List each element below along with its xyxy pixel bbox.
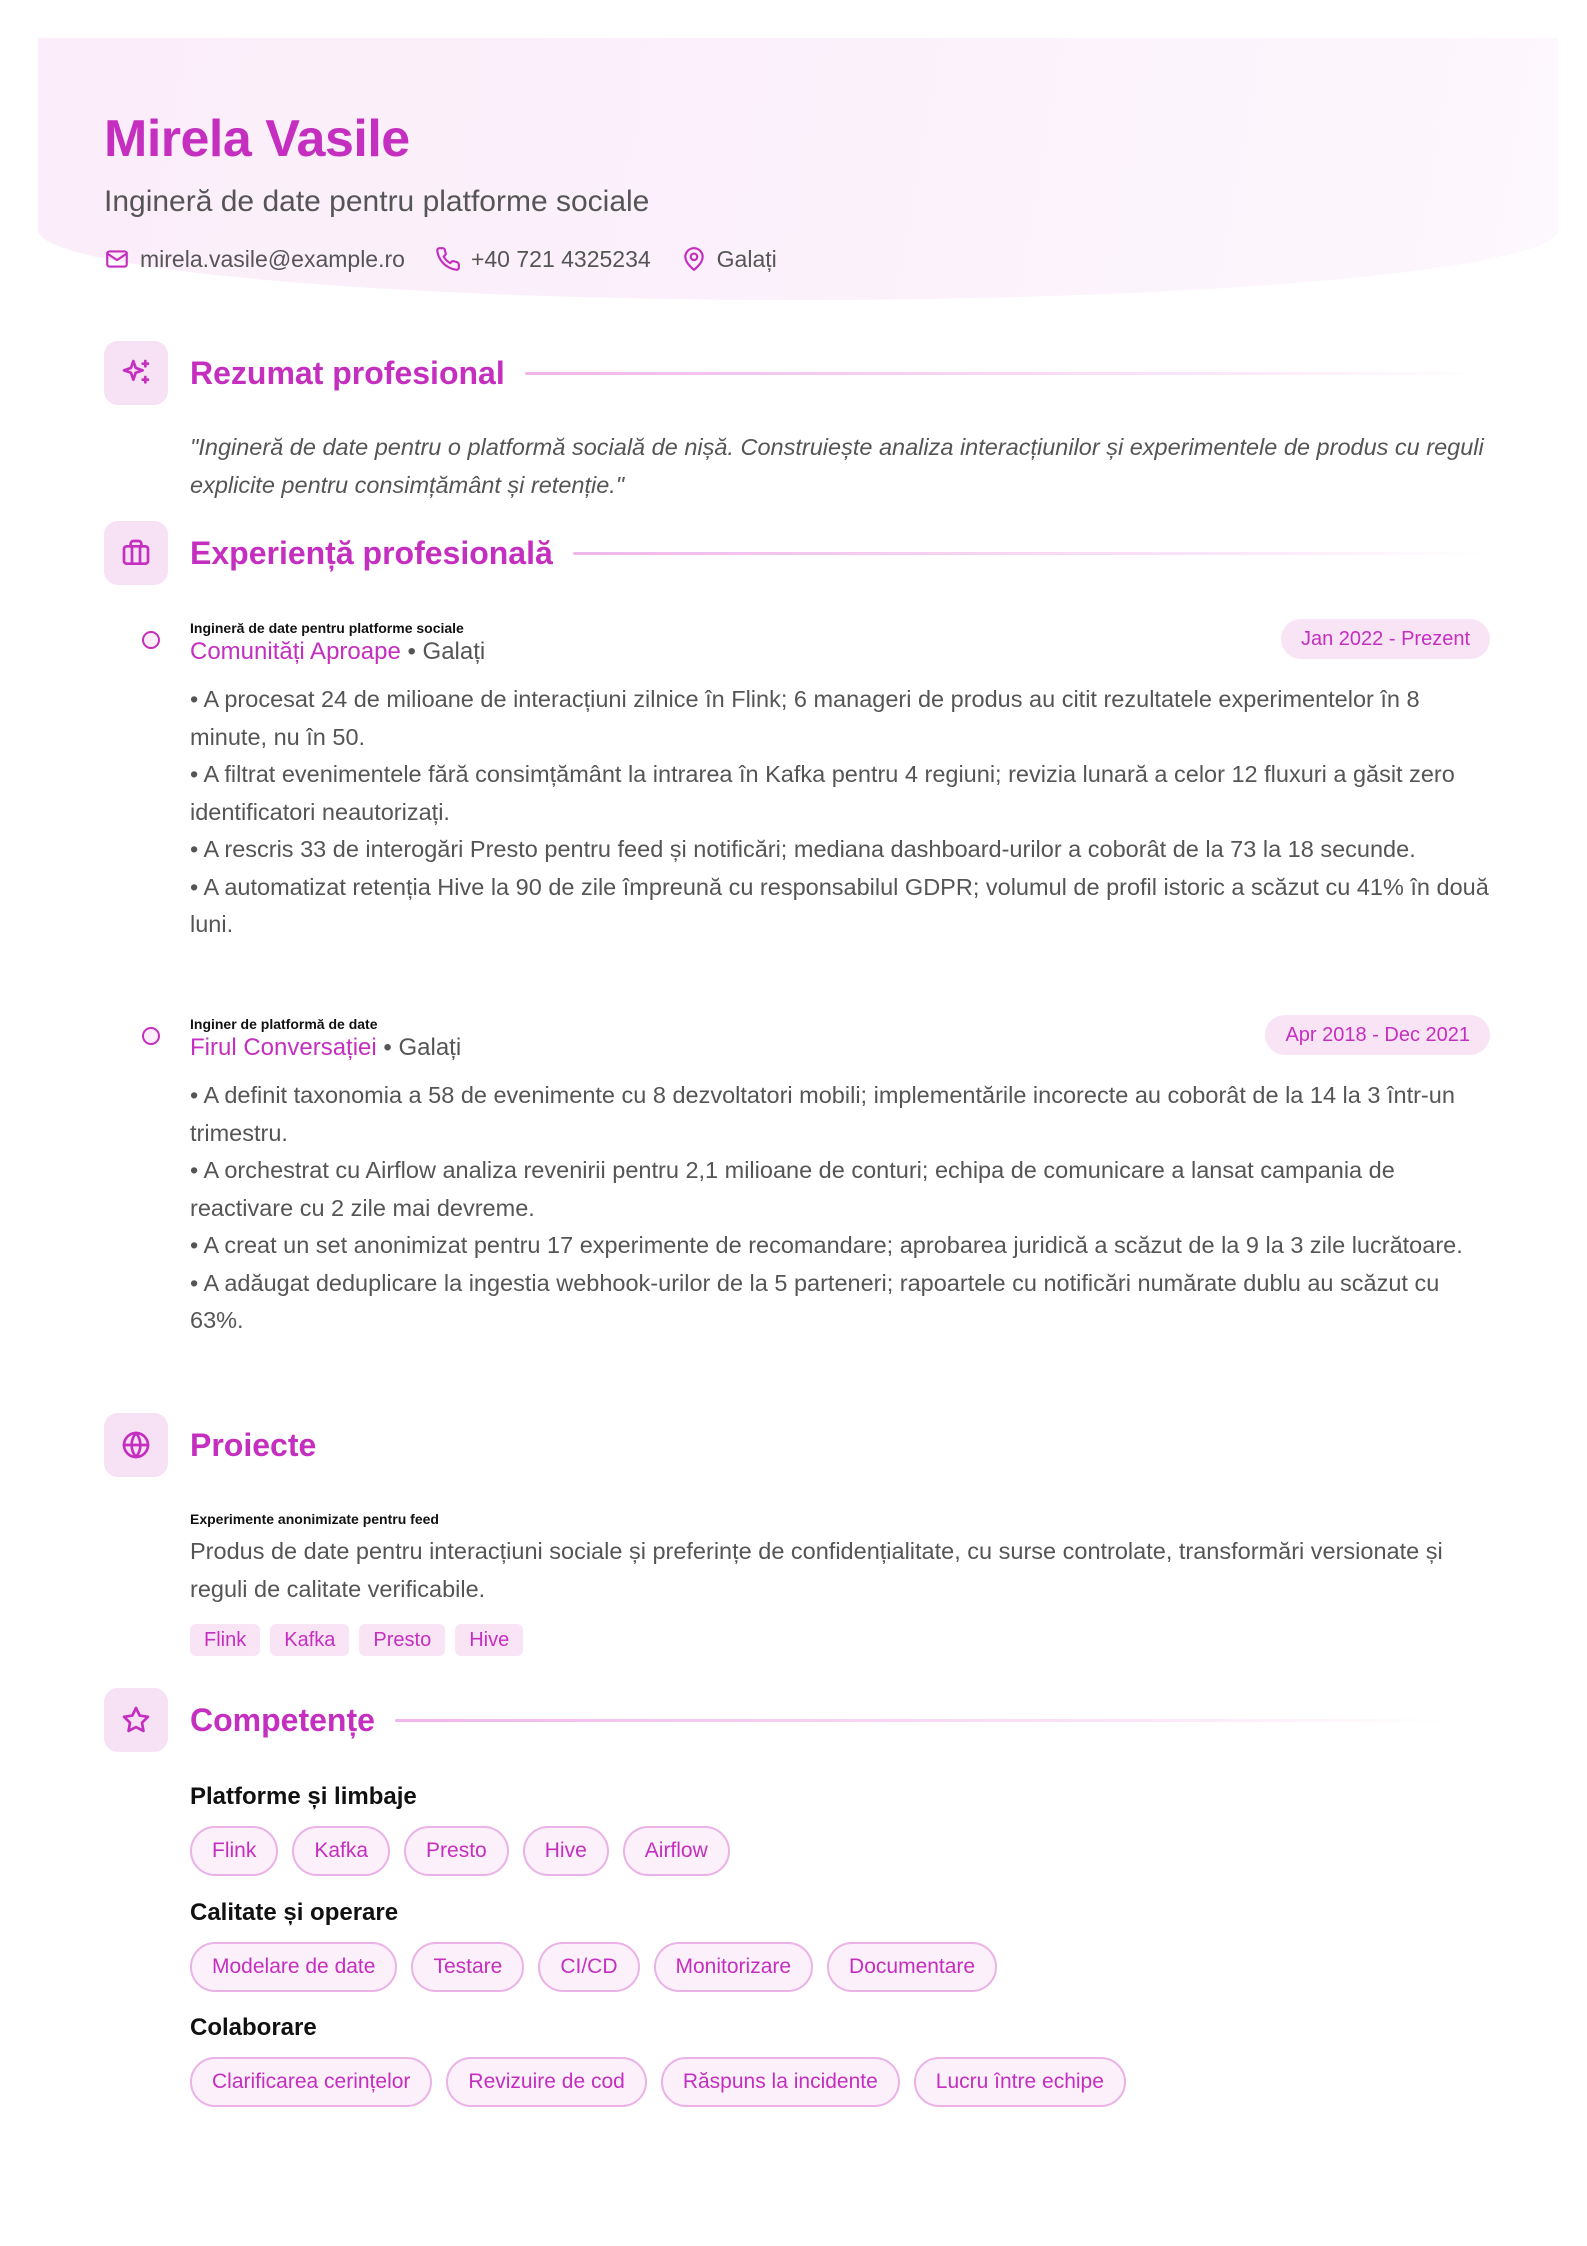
project-title: Experimente anonimizate pentru feed [190, 1511, 439, 1527]
skill-pill: Modelare de date [190, 1942, 397, 1992]
timeline-dot [142, 1027, 160, 1045]
candidate-name: Mirela Vasile [104, 110, 410, 168]
skill-pill: CI/CD [538, 1942, 639, 1992]
section-experience-heading [104, 521, 1484, 585]
contact-phone[interactable] [435, 246, 651, 273]
candidate-title: Ingineră de date pentru platforme sociale [104, 184, 650, 218]
job-dates-badge: Apr 2018 - Dec 2021 [1265, 1015, 1490, 1055]
phone-icon [435, 246, 461, 272]
job-bullet: • A procesat 24 de milioane de interacțiuni zilnice în Flink; 6 manageri de produs au citit rezultatele experimentelor în 8 minute, nu în 50. [190, 686, 1420, 750]
section-skills-heading [104, 1688, 1484, 1752]
tag: Hive [455, 1624, 523, 1656]
resume-header [104, 110, 1504, 273]
skill-group-label: Platforme și limbaje [190, 1783, 417, 1810]
job-bullets [190, 681, 1490, 944]
tag: Flink [190, 1624, 260, 1656]
summary-text: "Ingineră de date pentru o platformă socială de nișă. Construiește analiza interacțiunilor și experimentele de produs cu reguli explicite pentru consimțământ și retenție." [190, 434, 1484, 498]
sparkles-icon [104, 341, 168, 405]
skill-pill: Clarificarea cerințelor [190, 2057, 432, 2107]
skill-pills [190, 1942, 997, 1992]
contact-email[interactable] [104, 246, 405, 273]
skill-pill: Răspuns la incidente [661, 2057, 900, 2107]
section-title: Competențe [190, 1701, 375, 1738]
skill-pill: Airflow [623, 1826, 730, 1876]
skill-pill: Monitorizare [654, 1942, 814, 1992]
section-divider [525, 372, 1484, 375]
company-name: Comunități Aproape [190, 638, 401, 665]
globe-icon [104, 1413, 168, 1477]
skill-group [190, 1898, 997, 1992]
location-text: Galați [716, 245, 777, 272]
email-text: mirela.vasile@example.ro [140, 245, 405, 272]
skill-pill: Lucru între echipe [914, 2057, 1126, 2107]
section-title: Proiecte [190, 1426, 317, 1463]
job-bullet: • A adăugat deduplicare la ingestia webhook-urilor de la 5 parteneri; rapoartele cu notificări numărate dublu au scăzut cu 63%. [190, 1269, 1440, 1333]
skill-pill: Documentare [827, 1942, 997, 1992]
skill-pill: Revizuire de cod [446, 2057, 646, 2107]
job-entry [190, 619, 1490, 944]
skill-pill: Flink [190, 1826, 278, 1876]
job-bullet: • A orchestrat cu Airflow analiza revenirii pentru 2,1 milioane de conturi; echipa de comunicare a lansat campania de reactivare cu 2 zile mai devreme. [190, 1157, 1395, 1221]
job-location: • Galați [376, 1034, 462, 1061]
section-title: Rezumat profesional [190, 354, 505, 391]
job-bullet: • A rescris 33 de interogări Presto pentru feed și notificări; mediana dashboard-urilor a coborât de la 73 la 18 secunde. [190, 836, 1416, 862]
job-bullet: • A definit taxonomia a 58 de evenimente cu 8 dezvoltatori mobili; implementările incorecte au coborât de la 14 la 3 într-un trimestru. [190, 1082, 1455, 1146]
mail-icon [104, 246, 130, 272]
skill-pill: Presto [404, 1826, 509, 1876]
skill-pills [190, 1826, 730, 1876]
contact-location [681, 246, 777, 273]
section-title: Experiență profesională [190, 534, 553, 571]
job-bullet: • A creat un set anonimizat pentru 17 experimente de recomandare; aprobarea juridică a scăzut de la 9 la 3 zile lucrătoare. [190, 1232, 1463, 1258]
skill-pill: Kafka [292, 1826, 390, 1876]
project-description: Produs de date pentru interacțiuni sociale și preferințe de confidențialitate, cu surse controlate, transformări versionate și reguli de calitate verificabile. [190, 1538, 1443, 1602]
briefcase-icon [104, 521, 168, 585]
project-tags [190, 1624, 1490, 1656]
skill-pill: Hive [523, 1826, 609, 1876]
section-divider [573, 552, 1484, 555]
tag: Presto [359, 1624, 445, 1656]
tag: Kafka [270, 1624, 349, 1656]
skill-pill: Testare [411, 1942, 524, 1992]
job-title: Ingineră de date pentru platforme sociale [190, 620, 464, 636]
section-projects-heading [104, 1413, 1484, 1477]
skill-group [190, 1782, 730, 1876]
skill-pills [190, 2057, 1126, 2107]
contact-list [104, 246, 1504, 273]
skill-group [190, 2013, 1126, 2107]
skill-group-label: Calitate și operare [190, 1899, 399, 1926]
job-entry [190, 1015, 1490, 1340]
phone-text: +40 721 4325234 [470, 245, 651, 272]
map-pin-icon [681, 246, 707, 272]
section-divider [395, 1719, 1445, 1722]
timeline-dot [142, 631, 160, 649]
job-dates-badge: Jan 2022 - Prezent [1281, 619, 1490, 659]
company-name: Firul Conversației [190, 1034, 377, 1061]
section-summary-heading [104, 341, 1484, 405]
job-bullet: • A filtrat evenimentele fără consimțământ la intrarea în Kafka pentru 4 regiuni; revizia lunară a celor 12 fluxuri a găsit zero identificatori neautorizați. [190, 761, 1455, 825]
skill-group-label: Colaborare [190, 2014, 317, 2041]
job-bullet: • A automatizat retenția Hive la 90 de zile împreună cu responsabilul GDPR; volumul de profil istoric a scăzut cu 41% în două luni. [190, 873, 1489, 937]
job-location: • Galați [400, 638, 486, 665]
job-title: Inginer de platformă de date [190, 1016, 378, 1032]
star-icon [104, 1688, 168, 1752]
job-bullets [190, 1077, 1490, 1340]
project-entry [190, 1510, 1490, 1656]
